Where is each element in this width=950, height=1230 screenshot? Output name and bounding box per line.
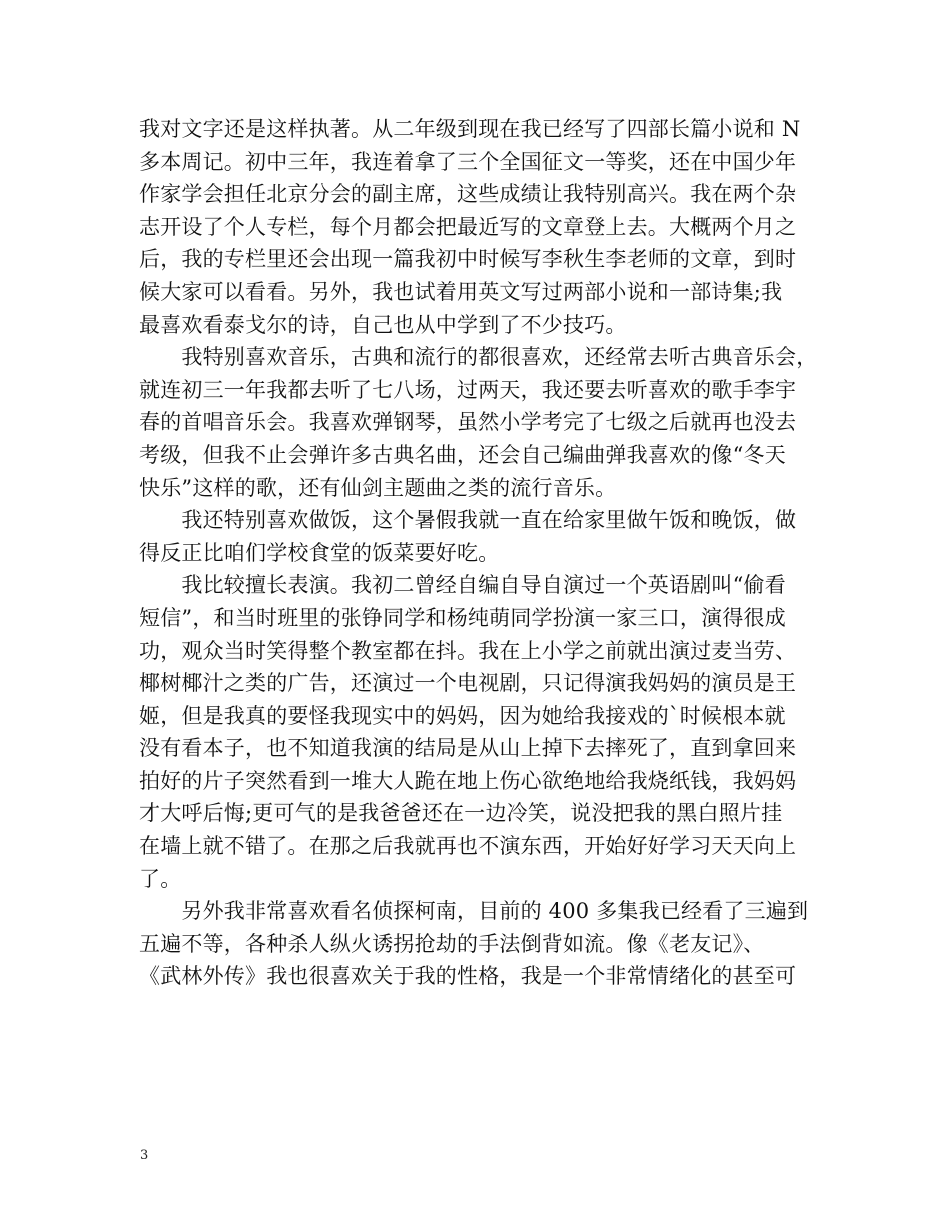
text-line: 了。: [139, 866, 182, 891]
text-line: 姬，但是我真的要怪我现实中的妈妈，因为她给我接戏的`时候根本就: [139, 703, 786, 728]
text-line: 多本周记。初中三年，我连着拿了三个全国征文一等奖，还在中国少年: [139, 149, 797, 174]
text-line: 在墙上就不错了。在那之后我就再也不演东西，开始好好学习天天向上: [139, 834, 797, 859]
text-line: 考级，但我不止会弹许多古典名曲，还会自己编曲弹我喜欢的像“冬天: [139, 442, 786, 467]
text-line: 功，观众当时笑得整个教室都在抖。我在上小学之前就出演过麦当劳、: [139, 638, 797, 663]
text-line: 快乐”这样的歌，还有仙剑主题曲之类的流行音乐。: [139, 475, 617, 500]
text-line: 就连初三一年我都去听了七八场，过两天，我还要去听喜欢的歌手李宇: [139, 377, 797, 402]
text-line: 我特别喜欢音乐，古典和流行的都很喜欢，还经常去听古典音乐会，: [139, 345, 818, 370]
text-line: 椰树椰汁之类的广告，还演过一个电视剧，只记得演我妈妈的演员是王: [139, 671, 797, 696]
text-line: 我比较擅长表演。我初二曾经自编自导自演过一个英语剧叫“偷看: [139, 573, 786, 598]
text-line: 候大家可以看看。另外，我也试着用英文写过两部小说和一部诗集;我: [139, 279, 783, 304]
text-line: 作家学会担任北京分会的副主席，这些成绩让我特别高兴。我在两个杂: [139, 182, 797, 207]
text-line: 春的首唱音乐会。我喜欢弹钢琴，虽然小学考完了七级之后就再也没去: [139, 410, 797, 435]
text-line: 最喜欢看泰戈尔的诗，自己也从中学到了不少技巧。: [139, 312, 627, 337]
body-text: [139, 113, 819, 993]
text-line: 志开设了个人专栏，每个月都会把最近写的文章登上去。大概两个月之: [139, 214, 797, 239]
text-line: 我对文字还是这样执著。从二年级到现在我已经写了四部长篇小说和 N: [139, 117, 801, 141]
text-line: 后，我的专栏里还会出现一篇我初中时候写李秋生李老师的文章，到时: [139, 247, 797, 272]
text-line: 拍好的片子突然看到一堆大人跪在地上伤心欲绝地给我烧纸钱，我妈妈: [139, 768, 797, 793]
page-number: 3: [140, 1148, 149, 1163]
text-line: 才大呼后悔;更可气的是我爸爸还在一边冷笑，说没把我的黑白照片挂: [139, 801, 783, 826]
text-line: 得反正比咱们学校食堂的饭菜要好吃。: [139, 540, 500, 565]
text-line: 《武林外传》我也很喜欢关于我的性格，我是一个非常情绪化的甚至可: [139, 964, 797, 989]
text-line: 另外我非常喜欢看名侦探柯南，目前的 400 多集我已经看了三遍到: [139, 899, 809, 924]
text-line: 没有看本子，也不知道我演的结局是从山上掉下去摔死了，直到拿回来: [139, 736, 797, 761]
text-line: 短信”，和当时班里的张铮同学和杨纯萌同学扮演一家三口，演得很成: [139, 605, 786, 630]
text-line: 我还特别喜欢做饭，这个暑假我就一直在给家里做午饭和晚饭，做: [139, 508, 797, 533]
text-line: 五遍不等，各种杀人纵火诱拐抢劫的手法倒背如流。像《老友记》、: [139, 931, 765, 956]
